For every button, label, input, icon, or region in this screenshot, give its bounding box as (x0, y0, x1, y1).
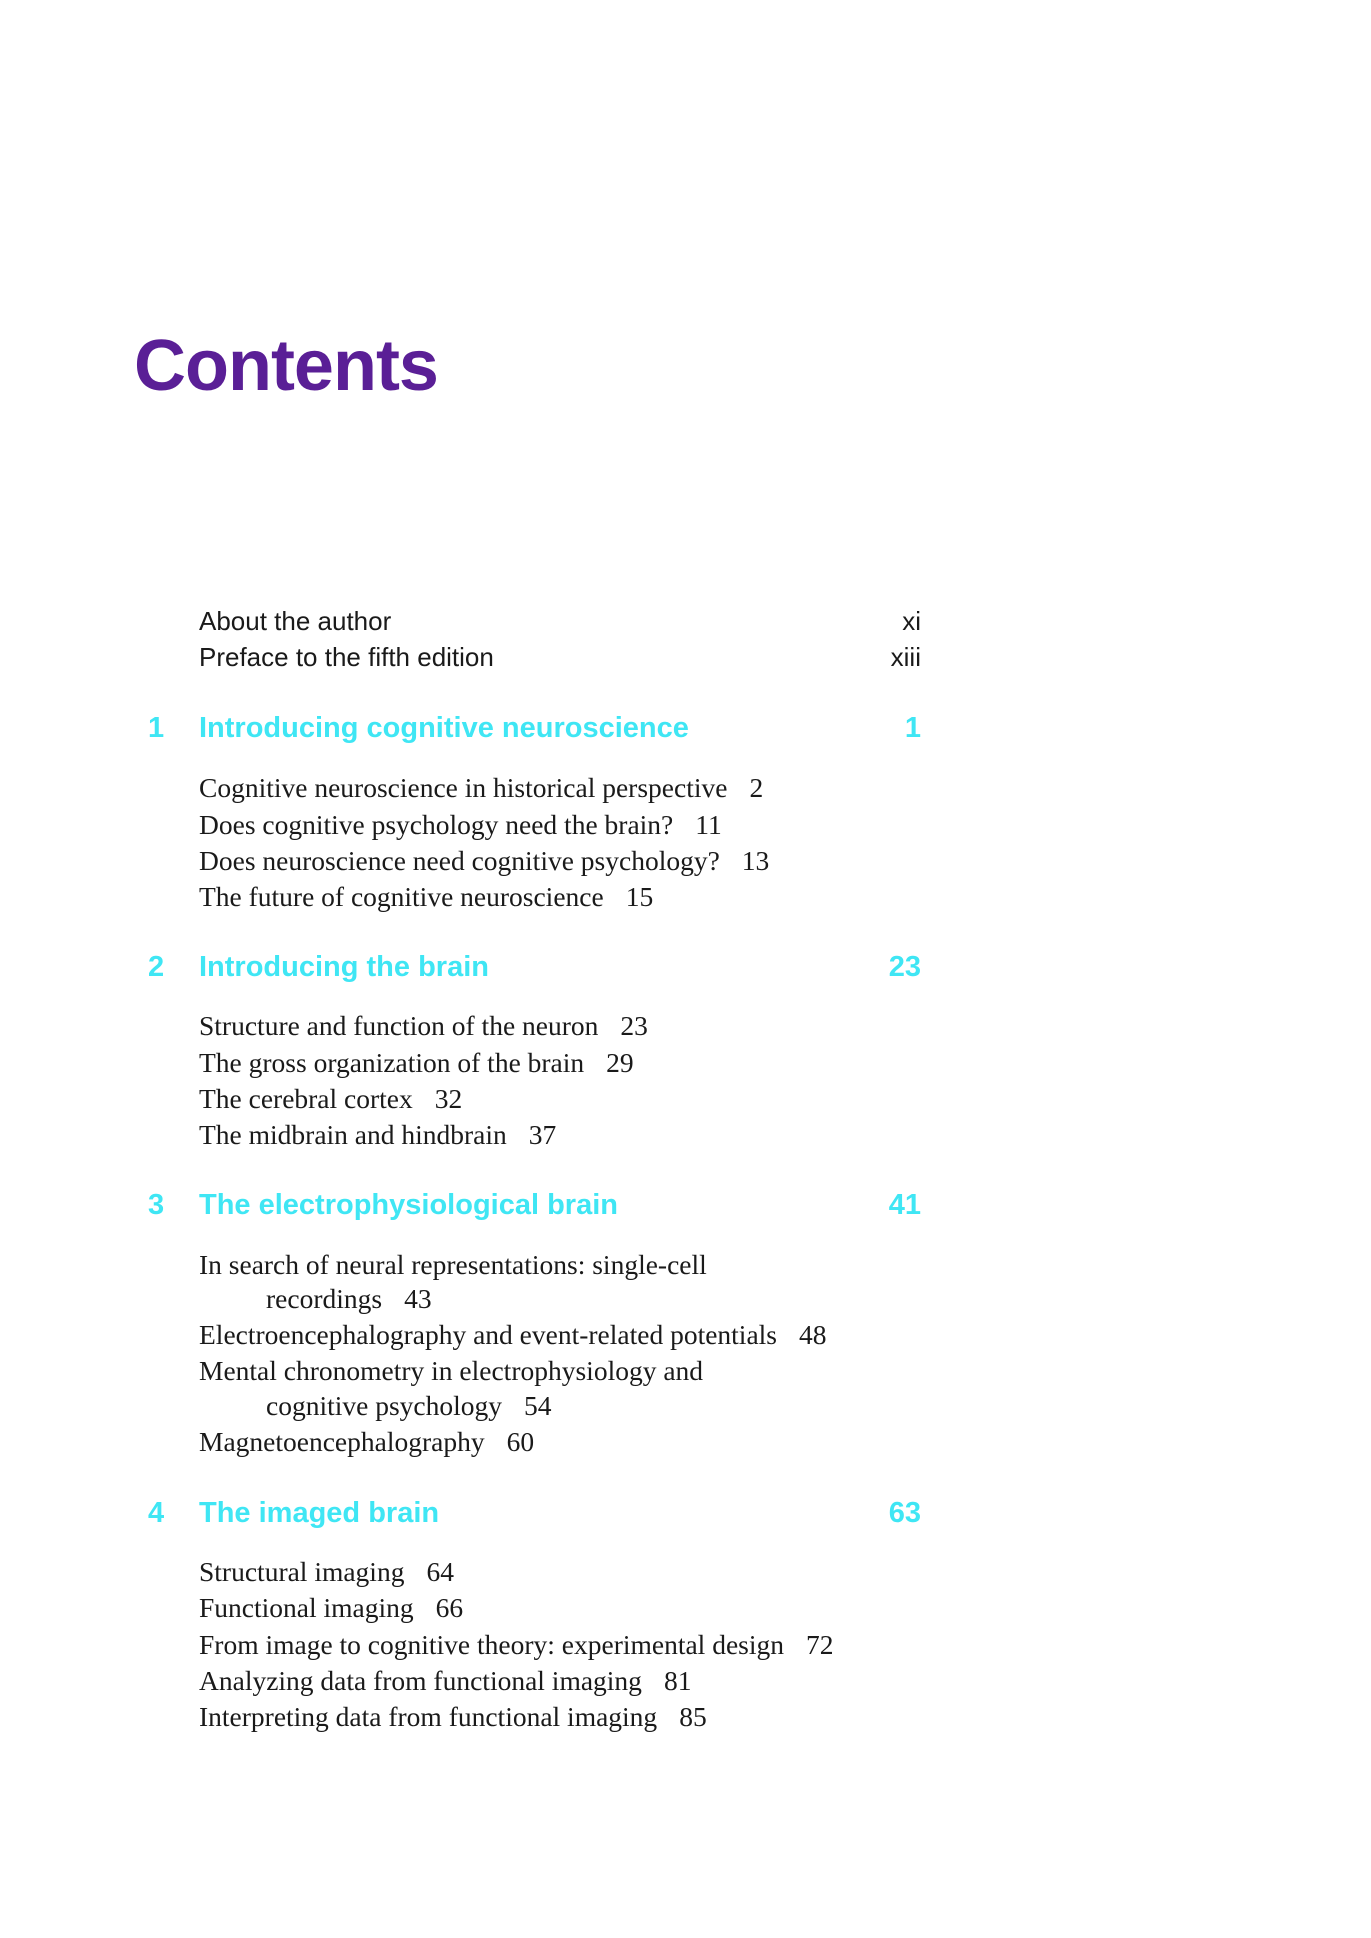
section-page: 85 (679, 1701, 707, 1732)
section-title: Cognitive neuroscience in historical perspective (199, 772, 728, 803)
section-title: The midbrain and hindbrain (199, 1119, 507, 1150)
section-entry (199, 1703, 707, 1731)
section-entry (199, 1012, 648, 1040)
chapter-number: 2 (148, 951, 165, 983)
section-entry (199, 847, 769, 875)
chapter-page: 41 (888, 1189, 921, 1221)
section-page: 60 (506, 1426, 535, 1457)
section-entry (199, 1049, 634, 1077)
section-title: Analyzing data from functional imaging (199, 1665, 642, 1696)
section-title: The gross organization of the brain (199, 1047, 585, 1078)
section-title: The future of cognitive neuroscience (199, 881, 604, 912)
chapter-title: Introducing the brain (199, 951, 489, 983)
section-entry (199, 1321, 827, 1349)
section-page: 11 (695, 809, 722, 840)
section-title: Does cognitive psychology need the brain? (199, 809, 674, 840)
section-page: 37 (528, 1119, 557, 1150)
entry-label: Preface to the fifth edition (199, 642, 494, 672)
section-entry (199, 774, 763, 802)
section-title: Structure and function of the neuron (199, 1010, 599, 1041)
section-page: 23 (620, 1010, 648, 1041)
section-page: 81 (663, 1665, 692, 1696)
section-page: 54 (524, 1390, 552, 1421)
section-page: 43 (404, 1283, 432, 1314)
section-title: Mental chronometry in electrophysiology and (199, 1355, 704, 1386)
section-page: 48 (799, 1319, 827, 1350)
section-page: 66 (435, 1592, 464, 1623)
section-entry (199, 1121, 556, 1149)
section-page: 72 (806, 1629, 834, 1660)
section-page: 2 (749, 772, 764, 803)
chapter-number: 3 (148, 1189, 165, 1221)
section-page: 64 (426, 1556, 454, 1587)
section-title: Electroencephalography and event-related potentials (199, 1319, 777, 1350)
section-entry (199, 1357, 703, 1385)
section-title: Does neuroscience need cognitive psychology? (199, 845, 720, 876)
entry-label: About the author (199, 606, 392, 636)
section-page: 13 (741, 845, 770, 876)
section-title: Functional imaging (199, 1592, 414, 1623)
section-entry (199, 1428, 534, 1456)
section-title: The cerebral cortex (199, 1083, 413, 1114)
section-title: From image to cognitive theory: experimental design (199, 1629, 784, 1660)
section-title: Structural imaging (199, 1556, 405, 1587)
section-entry (199, 1667, 691, 1695)
section-title-continuation: cognitive psychology (266, 1390, 503, 1421)
section-entry (199, 1251, 707, 1279)
chapter-title: The imaged brain (199, 1497, 440, 1529)
section-entry (199, 1558, 454, 1586)
section-entry-continuation (266, 1392, 552, 1420)
chapter-page: 1 (904, 712, 921, 744)
section-title-continuation: recordings (266, 1283, 383, 1314)
chapter-page: 63 (888, 1497, 921, 1529)
chapter-page: 23 (888, 951, 921, 983)
section-page: 15 (625, 881, 654, 912)
page-title: Contents (134, 326, 438, 406)
chapter-number: 4 (148, 1497, 165, 1529)
section-entry (199, 811, 722, 839)
section-title: Interpreting data from functional imaging (199, 1701, 658, 1732)
section-page: 29 (606, 1047, 634, 1078)
section-entry (199, 1594, 463, 1622)
chapter-title: The electrophysiological brain (199, 1189, 618, 1221)
section-title: In search of neural representations: single-cell (199, 1249, 707, 1280)
section-entry-continuation (266, 1285, 432, 1313)
entry-page: xiii (890, 642, 921, 672)
chapter-number: 1 (148, 712, 165, 744)
section-title: Magnetoencephalography (199, 1426, 485, 1457)
section-entry (199, 883, 653, 911)
chapter-title: Introducing cognitive neuroscience (199, 712, 689, 744)
section-page: 32 (434, 1083, 463, 1114)
entry-page: xi (902, 606, 921, 636)
section-entry (199, 1631, 834, 1659)
section-entry (199, 1085, 462, 1113)
